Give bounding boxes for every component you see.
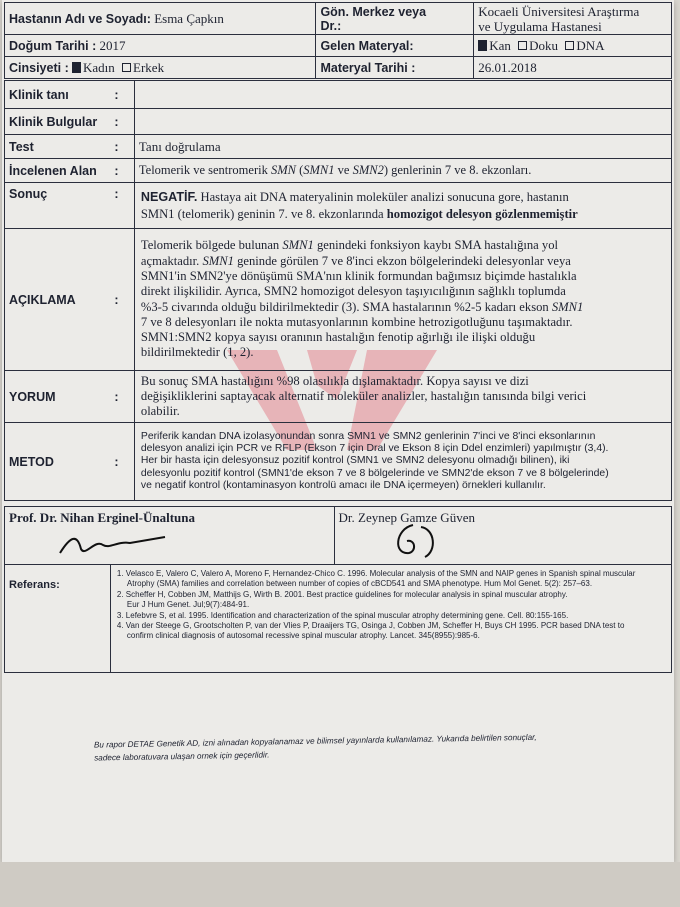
reference-item: 2. Scheffer H, Cobben JM, Matthijs G, Wirth B. 2001. Best practice guidelines for molecular analysis in spinal muscular atrophy. [116,589,568,599]
patient-name-value: Esma Çapkın [154,10,224,26]
gene-name: SMN1 [551,299,584,314]
patient-name-label: Hastanın Adı ve Soyadı: [9,11,151,26]
colon: : [110,135,134,159]
colon: : [110,423,134,501]
colon: : [110,109,134,135]
result-emphasis: homozigot delesyon gözlenmemiştir [386,206,578,221]
explanation-line [141,254,665,269]
method-label: METOD [5,423,111,501]
sender-center-label [316,3,474,35]
material-options [474,35,672,57]
clinical-findings-label: Klinik Bulgular [5,109,111,135]
colon: : [110,229,134,371]
disclaimer-line-1: Bu rapor DETAE Genetik AD, izni alınadan kopyalanamaz ve bilimsel yayınlarda kullanılamaz. Yukarıda belirtilen sonuçlar, [93,732,537,750]
birth-date-value: 2017 [99,37,126,53]
explanation-line: direkt ilişkilidir. Ayrıca, SMN2 homozigot delesyon taşıyıcılığının sağlıklı toplumda [140,284,566,299]
area-text-end: ) genlerinin 7 ve 8. ekzonları. [383,163,532,177]
area-gene: SMN [270,163,296,177]
gender-option-male: Erkek [133,59,165,75]
colon: : [110,159,134,183]
material-date-label: Materyal Tarihi : [316,57,474,79]
birth-date-label: Doğum Tarihi : [9,38,97,53]
gene-name: SMN1 [282,238,314,253]
comment-line: olabilir. [140,404,180,419]
explanation-part: %3-5 civarında olduğu bildirilmektedir (3). SMA hastalarının %2-5 kadarı ekson [140,299,549,314]
right-signer-name: Dr. Zeynep Gamze Güven [338,510,475,525]
colon: : [110,81,134,109]
clinical-findings-value [134,109,671,135]
explanation-part: geninde görülen 7 ve 8'inci ekzon bölgelerindeki delesyonlar veya [237,253,571,268]
explanation-part: Telomerik bölgede bulunan [140,238,280,253]
gender-cell [5,57,316,79]
checked-box-icon [478,40,487,51]
reference-item: Eur J Hum Genet. Jul;9(7):484-91. [126,600,250,610]
area-gene-2: SMN2 [352,163,384,177]
sender-center-label-2: Dr.: [320,18,342,33]
explanation-text [134,229,671,371]
explanation-part: genindeki fonksiyon kaybı SMA hastalığına yol [317,238,559,253]
explanation-label: AÇIKLAMA [5,229,111,371]
material-option-tissue: Doku [529,37,559,53]
colon: : [110,183,134,229]
explanation-line: 7 ve 8 delesyonları ile nokta mutasyonlarının kombine hetrozigotluğunu taşımaktadır. [140,314,573,329]
empty-box-icon [518,41,527,50]
comment-line: değişikliklerini saptayacak alternatif moleküler analizler, hastalığın tanısında bilgi verici [140,388,587,403]
explanation-line: SMN1:SMN2 kopya sayısı oranının hastalığın fenotip ağırlığı ile ilişki olduğu [140,330,536,345]
empty-box-icon [565,41,574,50]
area-and: ve [337,163,350,177]
material-label: Gelen Materyal: [316,35,474,57]
area-label: İncelenen Alan [5,159,111,183]
clinical-dx-value [134,81,671,109]
area-paren: ( [299,163,304,177]
test-label: Test [5,135,111,159]
result-value [134,183,671,229]
signature-scribble-icon [385,521,445,561]
report-body-table [4,80,672,501]
reference-item: 4. Van der Steege G, Grootscholten P, van der Vlies P, Draaijers TG, Osinga J, Cobben JM, Scheffer H, Buys CH 1995. PCR based DNA test to [116,621,625,631]
explanation-line [141,300,665,315]
result-text-2: SMN1 (telomerik) geninin 7. ve 8. ekzonlarında [140,206,384,221]
area-text: Telomerik ve sentromerik [138,163,268,177]
reference-item: confirm clinical diagnosis of autosomal recessive spinal muscular atrophy. Lancet. 345(8955):985-6. [126,631,480,641]
result-text-1: Hastaya ait DNA materyalinin moleküler analizi sonucuna gore, hastanın [200,189,569,204]
references-list [110,565,671,673]
sender-center-label-1: Gön. Merkez veya [320,4,427,19]
comment-line: Bu sonuç SMA hastalığını %98 olasılıkla dışlamaktadır. Kopya sayısı ve dizi [140,373,529,388]
result-keyword: NEGATİF. [140,189,198,204]
sender-center-value-1: Kocaeli Üniversitesi Araştırma [478,3,640,19]
material-option-blood: Kan [489,37,511,53]
reference-item: Atrophy (SMA) families and correlation between number of copies of cBCD541 and SMA phenotype. Hum Mol Genet. 5(2): 257–63. [126,579,593,589]
method-line: delesyonlu pozitif kontrol (SMN1'de ekson 7 ve 8 bölgelerinde ve SMN2'de ekson 7 ve 8 bölgelerinde) [140,467,609,479]
checked-box-icon [72,62,81,73]
explanation-line [141,238,665,253]
area-gene-1: SMN1 [303,163,335,177]
report-page [2,0,674,862]
sender-center-value-2: ve Uygulama Hastanesi [478,18,602,34]
comment-label: YORUM [5,371,111,423]
method-line: ve negatif kontrol (kontaminasyon kontrolü amacı ile DNA içermeyen) örnekleri kullanılır. [140,479,546,491]
material-date-value: 26.01.2018 [474,57,672,79]
gender-label: Cinsiyeti : [9,60,69,75]
reference-item: 3. Lefebvre S, et al. 1995. Identification and characterization of the spinal muscular atrophy determining gene. Cell. 80:155-165. [116,610,569,620]
explanation-part: açmaktadır. [140,253,200,268]
birth-date-cell [5,35,316,57]
colon: : [110,371,134,423]
explanation-line: bildirilmektedir (1, 2). [140,345,254,360]
clinical-dx-label: Klinik tanı [5,81,111,109]
comment-text [134,371,671,423]
empty-box-icon [122,63,131,72]
references-label: Referans: [5,565,111,673]
test-value: Tanı doğrulama [134,135,671,159]
method-line: Periferik kandan DNA izolasyonundan sonra SMN1 ve SMN2 genlerinin 7'inci ve 8'inci eksonlarının [140,430,596,442]
patient-info-table [4,2,672,79]
signature-table [4,506,672,565]
method-line: delesyon analizi için PCR ve RFLP (Ekson 7 için Dral ve Ekson 8 için Ddel enzimleri) yapılmıştır (3,4). [140,443,609,455]
method-text [134,423,671,501]
area-value [134,159,671,183]
left-signer-name: Prof. Dr. Nihan Erginel-Ünaltuna [9,510,195,525]
signature-scribble-icon [55,529,175,559]
left-signature-cell [5,507,335,565]
footer-disclaimer [94,729,614,764]
method-line: Her bir hasta için delesyonsuz pozitif kontrol (SMN1 ve SMN2 delesyonu olmadığı bilinen), iki [140,455,570,467]
material-option-dna: DNA [576,37,605,53]
reference-item: 1. Velasco E, Valero C, Valero A, Moreno F, Hernandez-Chico C. 1996. Molecular analysis of the SMN and NAIP genes in Spanish spinal muscular [116,569,636,578]
result-line-2 [141,206,665,223]
patient-name-cell [5,3,316,35]
disclaimer-line-2: sadece laboratuvara ulaşan ornek için geçerlidir. [94,750,270,763]
result-label: Sonuç [5,183,111,229]
gene-name: SMN1 [202,253,234,268]
gender-option-female: Kadın [83,59,115,75]
right-signature-cell [334,507,671,565]
explanation-line: SMN1'in SMN2'ye dönüşümü SMA'nın klinik formundan bağımsız biçimde hastalıkla [140,268,577,283]
references-table [4,564,672,673]
sender-center-value [474,3,672,35]
result-line-1 [141,189,665,206]
background-surface [0,862,680,907]
